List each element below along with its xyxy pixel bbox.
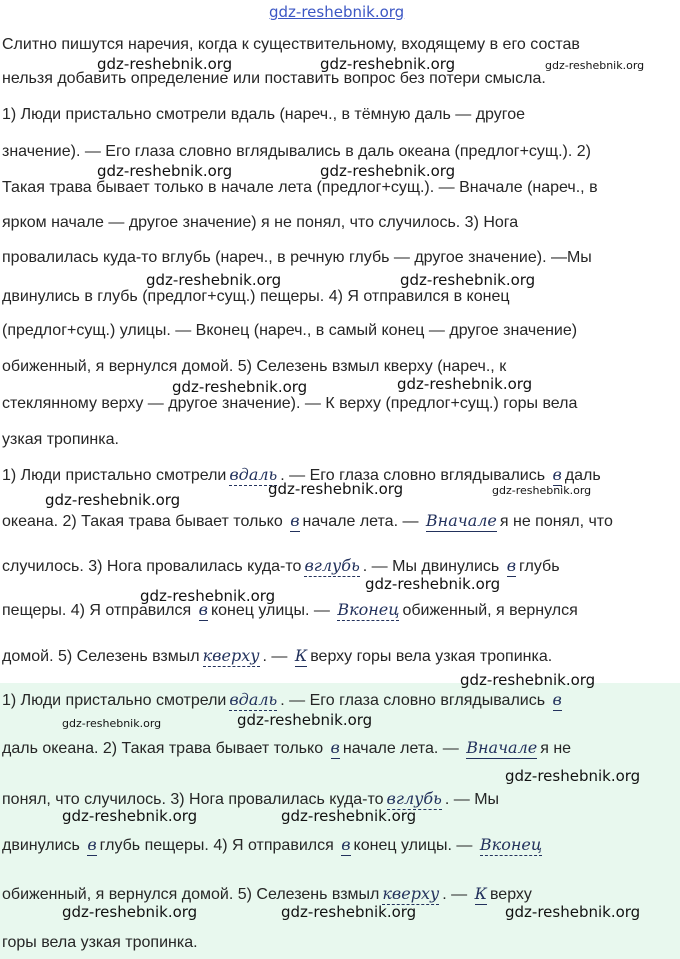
text-line: стеклянному верху — другое значение). — К верху (предлог+сущ.) горы вела [2, 395, 578, 412]
text: пещеры. 4) Я отправился [2, 602, 192, 619]
text-line: провалилась куда-то вглубь (нареч., в речную глубь — другое значение). —Мы [2, 249, 592, 266]
text: я не [540, 740, 572, 757]
handwritten-word: К [474, 884, 487, 903]
watermark: gdz-reshebnik.org [97, 162, 233, 180]
handwritten-word: в [552, 465, 562, 484]
handwritten-word: Вначале [466, 738, 538, 757]
watermark: gdz-reshebnik.org [460, 671, 596, 689]
text: 1) Люди пристально смотрели [2, 467, 227, 484]
watermark: gdz-reshebnik.org [320, 162, 456, 180]
watermark: gdz-reshebnik.org [45, 491, 181, 509]
text: . — Его глаза словно вглядывались [280, 467, 546, 484]
watermark: gdz-reshebnik.org [492, 484, 592, 497]
handwritten-word: в [198, 600, 208, 619]
watermark: gdz-reshebnik.org [400, 271, 536, 289]
handwritten-word: в [552, 690, 562, 709]
watermark: gdz-reshebnik.org [365, 575, 501, 593]
handwritten-word: в [341, 835, 351, 854]
text: . — Его глаза словно вглядывались [280, 692, 546, 709]
text: конец улицы. — [353, 837, 473, 854]
handwritten-word: кверху [382, 884, 440, 903]
watermark: gdz-reshebnik.org [62, 717, 162, 730]
watermark: gdz-reshebnik.org [281, 807, 417, 825]
answer-line [2, 690, 565, 711]
watermark: gdz-reshebnik.org [140, 587, 276, 605]
text: случилось. 3) Нога провалилась куда-то [2, 558, 302, 575]
text: я не понял, что [499, 513, 613, 530]
text-line: значение). — Его глаза словно вглядывались в даль океана (предлог+сущ.). 2) [2, 143, 591, 160]
text: верху [489, 886, 532, 903]
watermark: gdz-reshebnik.org [320, 55, 456, 73]
text: . — Мы [444, 791, 500, 808]
answer-line [2, 556, 560, 577]
watermark: gdz-reshebnik.org [397, 375, 533, 393]
text-line: (предлог+сущ.) улицы. — Вконец (нареч., в самый конец — другое значение) [2, 322, 578, 339]
watermark: gdz-reshebnik.org [62, 807, 198, 825]
watermark-link[interactable]: gdz-reshebnik.org [269, 3, 405, 21]
text: домой. 5) Селезень взмыл [2, 648, 200, 665]
text-line: узкая тропинка. [2, 431, 119, 448]
handwritten-word: Вконец [337, 600, 400, 619]
text: верху горы вела узкая тропинка. [310, 648, 553, 665]
watermark: gdz-reshebnik.org [281, 903, 417, 921]
handwritten-word: Вконец [479, 835, 543, 854]
text: обиженный, я вернулся [402, 602, 578, 619]
handwritten-word: вдаль [229, 465, 278, 484]
answer-line [2, 835, 545, 856]
watermark: gdz-reshebnik.org [97, 55, 233, 73]
text: конец улицы. — [210, 602, 330, 619]
text-line: Такая трава бывает только в начале лета (предлог+сущ.). — Вначале (нареч., в [2, 179, 598, 196]
intro-line: нельзя добавить определение или поставить вопрос без потери смысла. [2, 70, 546, 87]
text: обиженный, я вернулся домой. 5) Селезень взмыл [2, 886, 380, 903]
handwritten-word: К [294, 646, 308, 665]
text: начале лета. — [302, 513, 419, 530]
text: . — Мы двинулись [362, 558, 500, 575]
handwritten-word: вглубь [386, 789, 442, 808]
text: даль океана. 2) Такая трава бывает только [2, 740, 324, 757]
answer-line [2, 511, 613, 532]
answer-line: горы вела узкая тропинка. [2, 934, 198, 951]
text-line: двинулись в глубь (предлог+сущ.) пещеры. 4) Я отправился в конец [2, 288, 510, 305]
text: . — [262, 648, 288, 665]
handwritten-word: Вначале [425, 511, 497, 530]
text: глубь [519, 558, 560, 575]
text: океана. 2) Такая трава бывает только [2, 513, 283, 530]
watermark: gdz-reshebnik.org [505, 767, 641, 785]
watermark: gdz-reshebnik.org [146, 271, 282, 289]
text: понял, что случилось. 3) Нога провалилась куда-то [2, 791, 384, 808]
answer-line [2, 600, 578, 621]
handwritten-word: в [506, 556, 517, 575]
handwritten-word: в [87, 835, 97, 854]
text: даль [564, 467, 601, 484]
watermark: gdz-reshebnik.org [172, 378, 308, 396]
intro-line: Слитно пишутся наречия, когда к существительному, входящему в его состав [2, 36, 580, 53]
handwritten-word: в [290, 511, 300, 530]
text-line: ярком начале — другое значение) я не понял, что случилось. 3) Нога [2, 214, 519, 231]
answer-line [2, 738, 571, 759]
handwritten-word: вдаль [229, 690, 278, 709]
text: двинулись [2, 837, 80, 854]
text: глубь пещеры. 4) Я отправился [99, 837, 334, 854]
handwritten-word: кверху [202, 646, 260, 665]
watermark: gdz-reshebnik.org [505, 903, 641, 921]
watermark: gdz-reshebnik.org [268, 480, 404, 498]
handwritten-word: в [330, 738, 340, 757]
text: начале лета. — [342, 740, 459, 757]
text-line: 1) Люди пристально смотрели вдаль (нареч., в тёмную даль — другое [2, 106, 526, 123]
watermark: gdz-reshebnik.org [545, 59, 645, 72]
text: 1) Люди пристально смотрели [2, 692, 227, 709]
answer-line [2, 884, 532, 905]
text: . — [442, 886, 468, 903]
answer-line [2, 646, 552, 667]
watermark: gdz-reshebnik.org [237, 711, 373, 729]
watermark: gdz-reshebnik.org [62, 903, 198, 921]
handwritten-word: вглубь [304, 556, 360, 575]
text-line: обиженный, я вернулся домой. 5) Селезень взмыл кверху (нареч., к [2, 358, 507, 375]
